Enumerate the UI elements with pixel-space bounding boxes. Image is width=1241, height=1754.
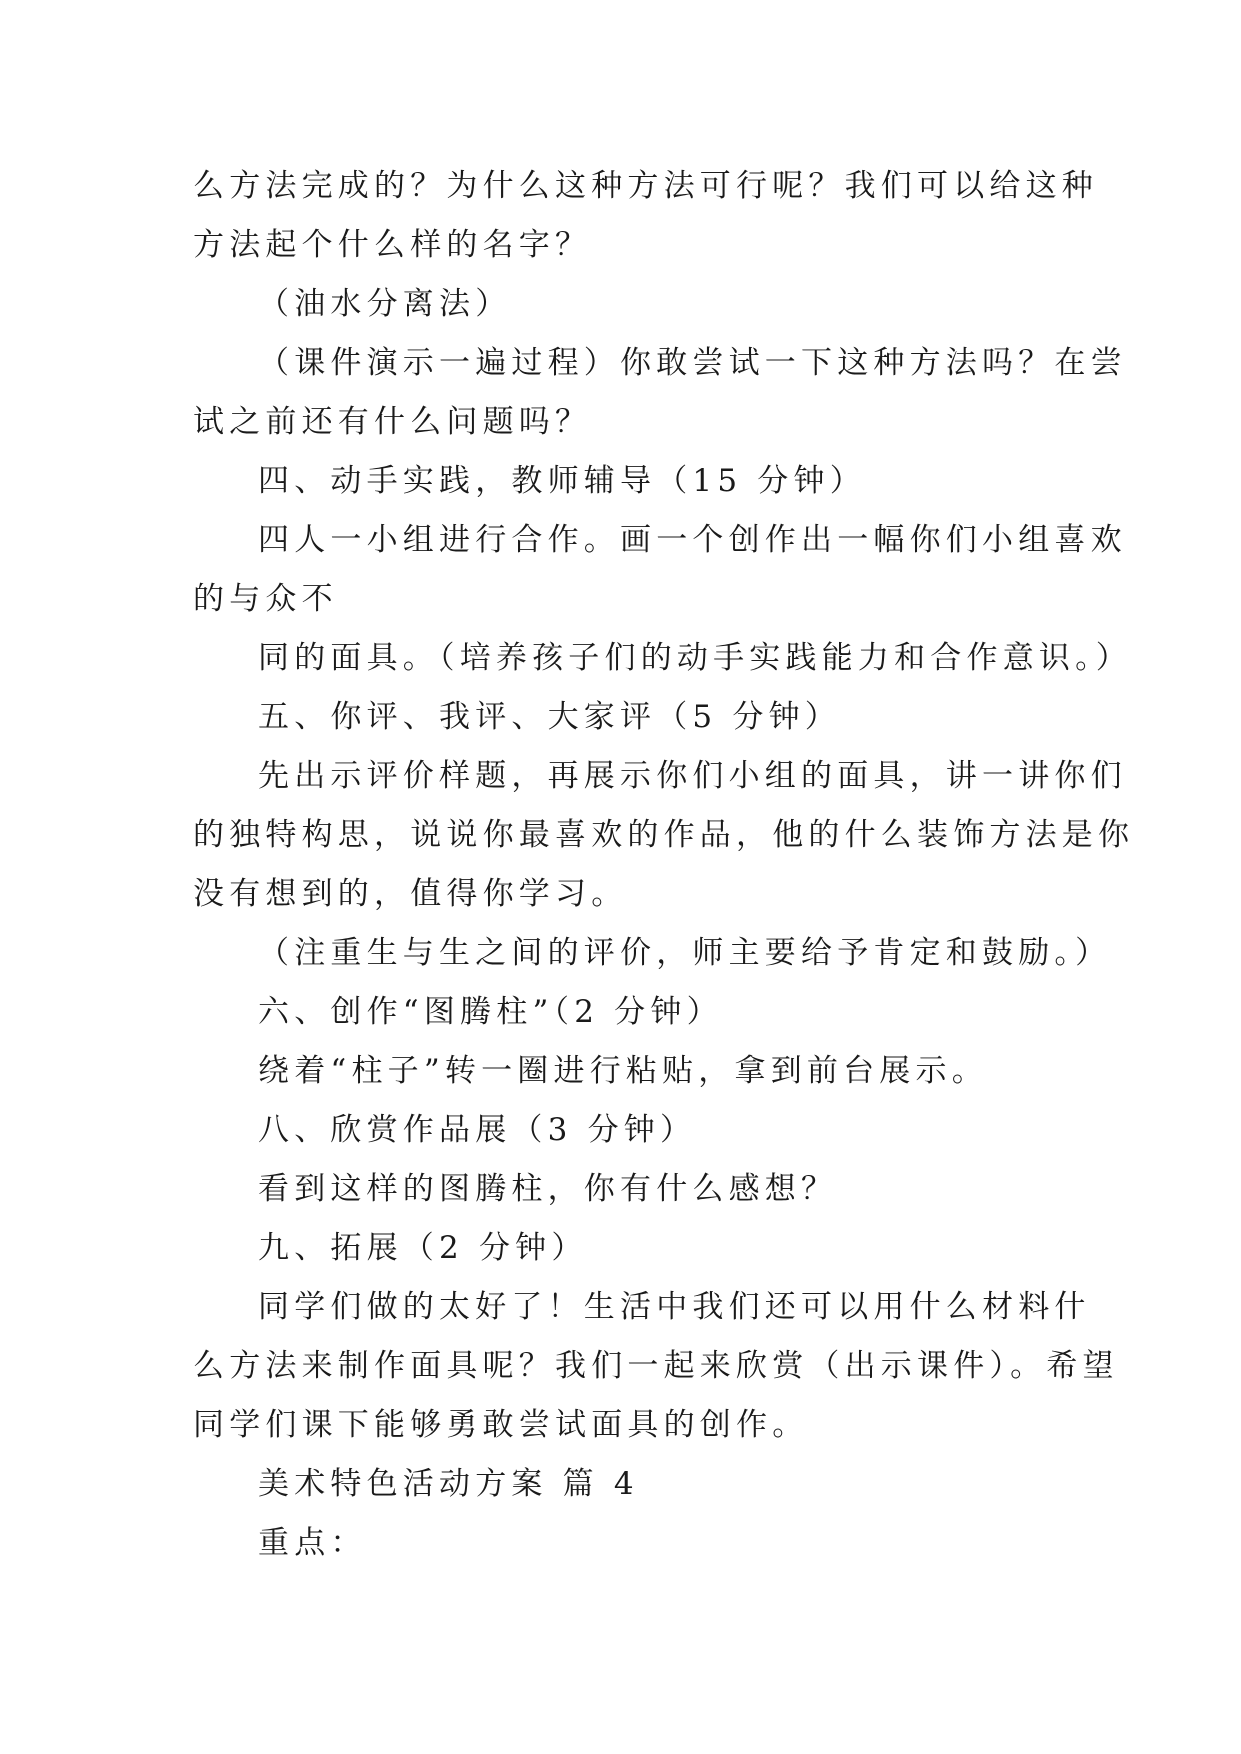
text-line: （油水分离法） [258,286,512,322]
text-line: 没有想到的，值得你学习。 [193,876,628,912]
text-line: 同学们课下能够勇敢尝试面具的创作。 [193,1407,809,1443]
text-line: 四人一小组进行合作。画一个创作出一幅你们小组喜欢 [258,522,1127,558]
text-line: 方法起个什么样的名字？ [193,227,592,263]
text-line: （注重生与生之间的评价，师主要给予肯定和鼓励。） [258,935,1112,971]
text-line: 的与众不 [193,581,338,617]
section-heading: 四、动手实践，教师辅导（15 分钟） [258,463,866,499]
text-line: 重点： [258,1525,367,1561]
section-heading: 九、拓展（2 分钟） [258,1230,588,1266]
text-line: 同学们做的太好了！生活中我们还可以用什么材料什 [258,1289,1091,1325]
text-line: 先出示评价样题，再展示你们小组的面具，讲一讲你们 [258,758,1127,794]
text-line: 绕着“柱子”转一圈进行粘贴，拿到前台展示。 [258,1053,988,1089]
text-line: 么方法完成的？为什么这种方法可行呢？我们可以给这种 [193,168,1098,204]
section-heading: 六、创作“图腾柱”（2 分钟） [258,994,723,1030]
section-heading: 八、欣赏作品展（3 分钟） [258,1112,697,1148]
text-line: 么方法来制作面具呢？我们一起来欣赏（出示课件）。希望 [193,1348,1119,1384]
section-heading: 五、你评、我评、大家评（5 分钟） [258,699,841,735]
section-title: 美术特色活动方案 篇 4 [258,1466,639,1502]
text-line: （课件演示一遍过程）你敢尝试一下这种方法吗？在尝 [258,345,1127,381]
text-line: 看到这样的图腾柱，你有什么感想？ [258,1171,838,1207]
text-line: 同的面具。（培养孩子们的动手实践能力和合作意识。） [258,640,1132,676]
text-line: 试之前还有什么问题吗？ [193,404,592,440]
text-line: 的独特构思，说说你最喜欢的作品，他的什么装饰方法是你 [193,817,1135,853]
